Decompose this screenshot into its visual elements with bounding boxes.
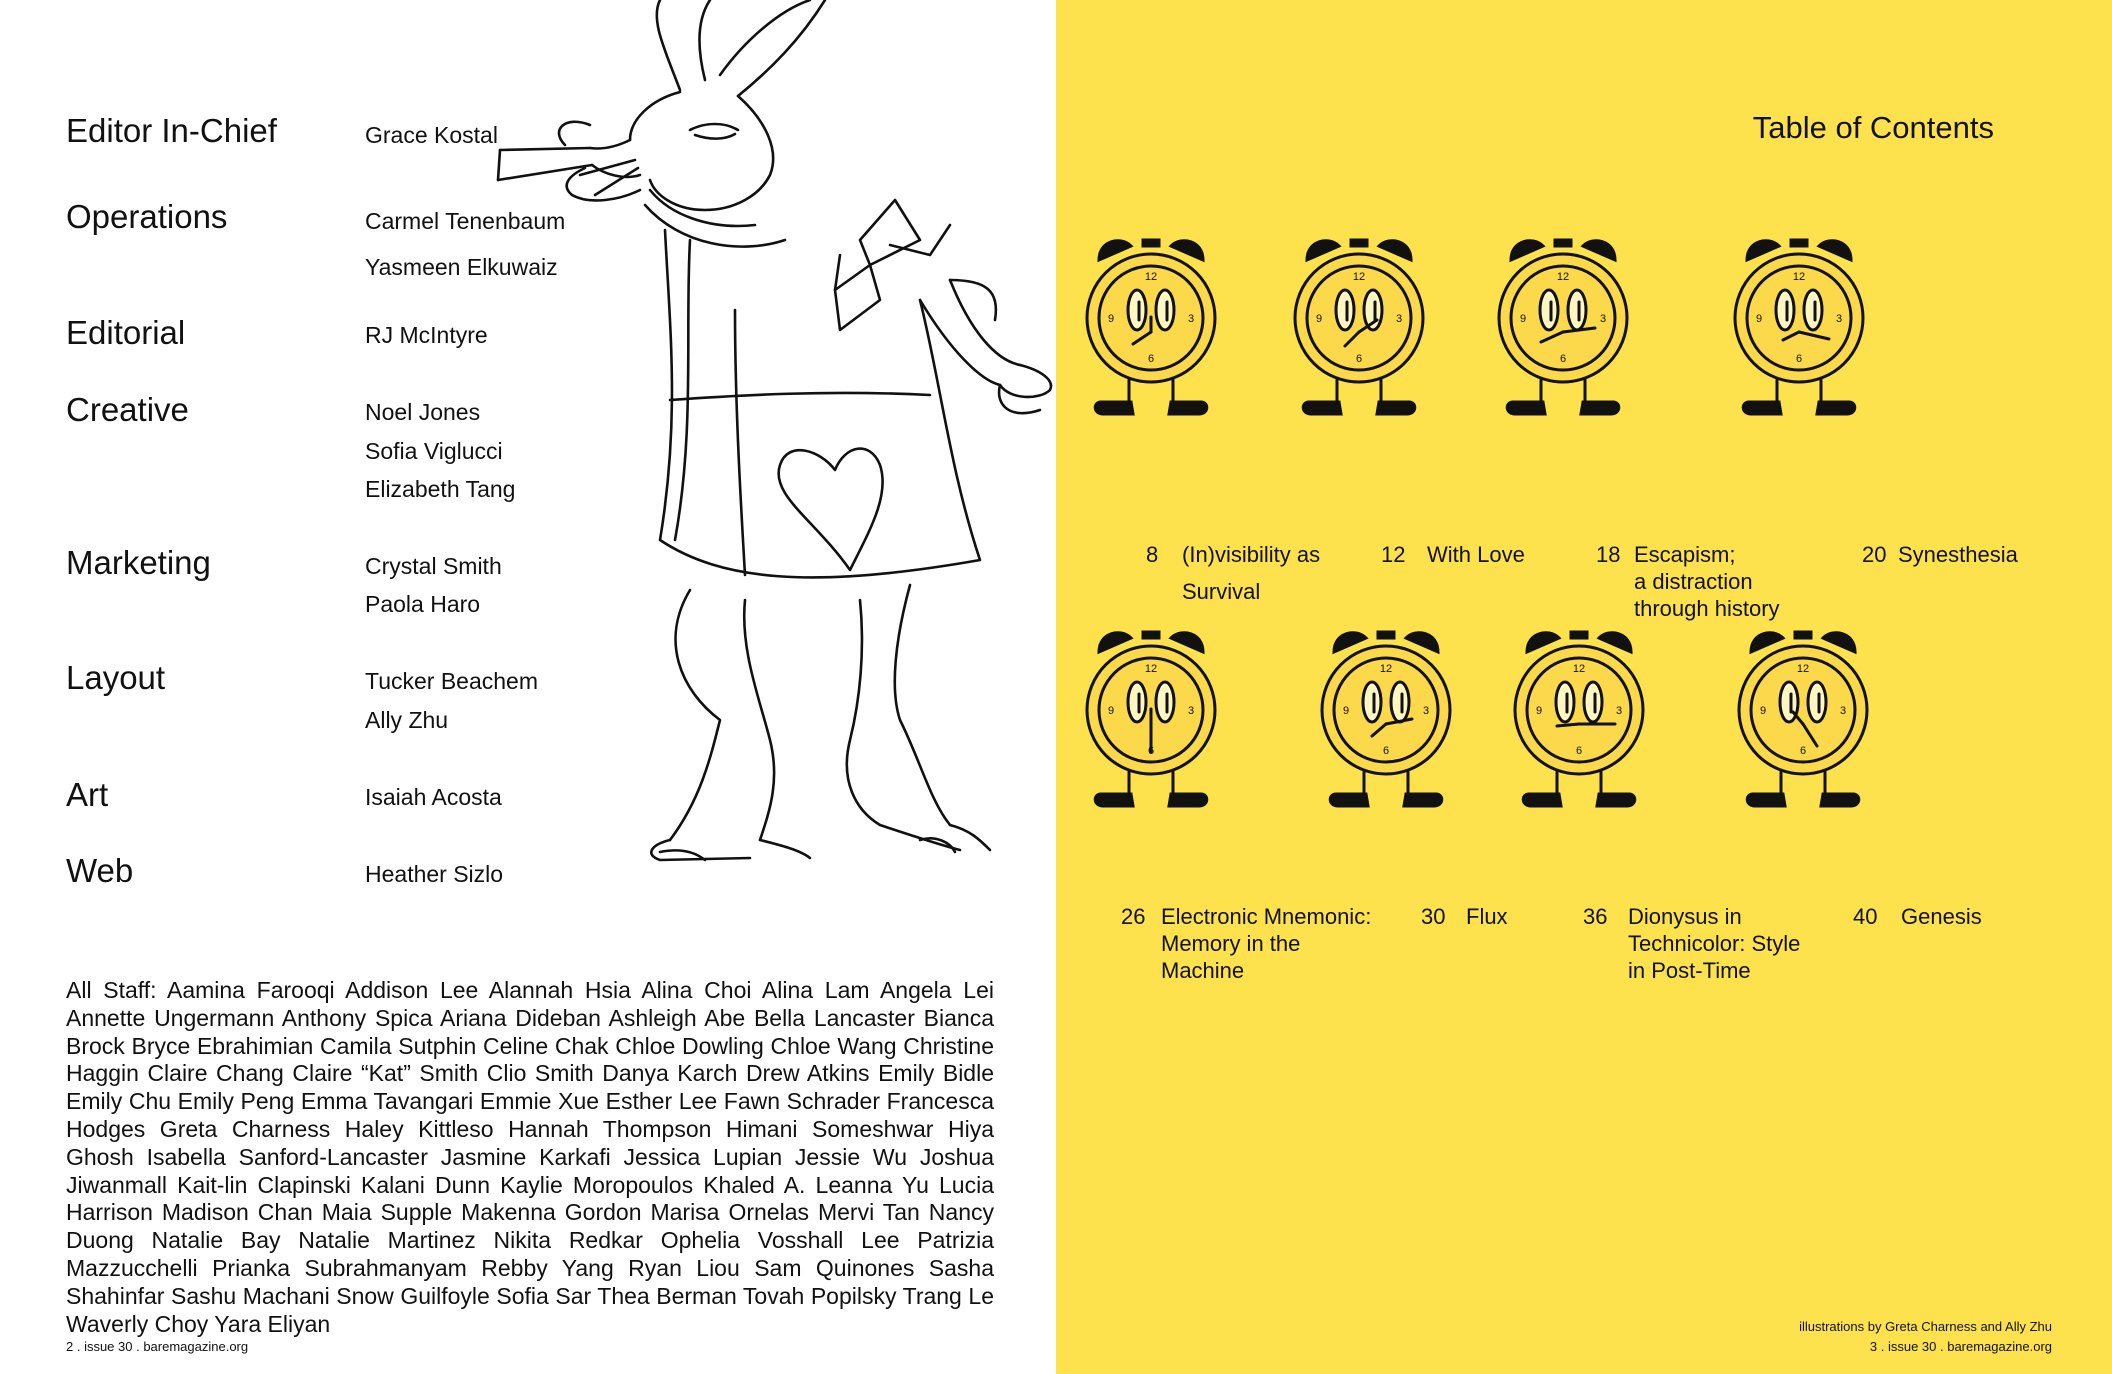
name-editor-in-chief: Grace Kostal: [365, 122, 498, 148]
name-creative-2: Sofia Viglucci: [365, 438, 503, 464]
clock-numeral: 6: [1575, 745, 1583, 757]
toc-page-number: 8: [1146, 542, 1159, 567]
name-operations-1: Carmel Tenenbaum: [365, 208, 566, 234]
name-art: Isaiah Acosta: [365, 784, 502, 810]
illustration-credit: illustrations by Greta Charness and Ally Zhu: [1799, 1319, 2052, 1334]
role-creative: Creative: [66, 391, 189, 428]
name-operations-2: Yasmeen Elkuwaiz: [365, 254, 558, 280]
clock-icon: [1728, 615, 1878, 815]
toc-entry-title: Dionysus in Technicolor: Style in Post-Time: [1628, 904, 1801, 983]
toc-page-number: 12: [1381, 542, 1406, 567]
toc-entry[interactable]: [1146, 541, 1332, 604]
toc-entry[interactable]: [1862, 541, 2038, 568]
toc-page-number: 26: [1121, 904, 1146, 929]
clock-icon: [1504, 615, 1654, 815]
clock-numeral: 9: [1315, 313, 1323, 325]
clock-numeral: 3: [1599, 313, 1607, 325]
toc-entry-title: (In)visibility as Survival: [1182, 542, 1321, 604]
toc-entry-title: Synesthesia: [1898, 542, 2018, 567]
clock-numeral: 3: [1839, 705, 1847, 717]
role-operations: Operations: [66, 198, 228, 235]
role-editor-in-chief: Editor In-Chief: [66, 112, 277, 149]
clock-numeral: 3: [1422, 705, 1430, 717]
clock-icon: [1724, 223, 1874, 423]
role-layout: Layout: [66, 659, 166, 696]
clock-numeral: 3: [1835, 313, 1843, 325]
toc-entry-title: Electronic Mnemonic: Memory in the Machine: [1161, 904, 1372, 983]
name-creative-3: Elizabeth Tang: [365, 476, 516, 502]
clock-numeral: 9: [1535, 705, 1543, 717]
toc-entry-title: Genesis: [1901, 904, 1982, 929]
clock-numeral: 9: [1107, 705, 1115, 717]
clock-numeral: 6: [1147, 745, 1155, 757]
name-layout-2: Ally Zhu: [365, 707, 449, 733]
left-folio: 2 . issue 30 . baremagazine.org: [66, 1339, 249, 1354]
clock-icon: [1076, 223, 1226, 423]
toc-page-number: 40: [1853, 904, 1878, 929]
name-web: Heather Sizlo: [365, 861, 504, 887]
clock-numeral: 6: [1799, 745, 1807, 757]
role-art: Art: [66, 776, 109, 813]
toc-entry-title: Flux: [1466, 904, 1508, 929]
toc-entry[interactable]: [1381, 541, 1547, 568]
right-folio: 3 . issue 30 . baremagazine.org: [1869, 1339, 2052, 1354]
clock-numeral: 9: [1755, 313, 1763, 325]
clock-numeral: 9: [1107, 313, 1115, 325]
toc-entry-title: Escapism; a distraction through history: [1634, 542, 1780, 621]
clock-numeral: 6: [1559, 353, 1567, 365]
role-web: Web: [66, 852, 134, 889]
clock-numeral: 12: [1792, 271, 1806, 283]
name-marketing-2: Paola Haro: [365, 591, 481, 617]
toc-page-number: 18: [1596, 542, 1621, 567]
toc-entry[interactable]: [1596, 541, 1794, 622]
name-marketing-1: Crystal Smith: [365, 553, 502, 579]
clock-numeral: 9: [1519, 313, 1527, 325]
clock-icon: [1076, 615, 1226, 815]
clock-numeral: 12: [1379, 663, 1393, 675]
toc-page-number: 30: [1421, 904, 1446, 929]
toc-page-number: 20: [1862, 542, 1887, 567]
clock-numeral: 3: [1187, 705, 1195, 717]
clock-icon: [1488, 223, 1638, 423]
toc-entry[interactable]: [1421, 903, 1566, 930]
toc-entry[interactable]: [1583, 903, 1828, 984]
clock-numeral: 6: [1795, 353, 1803, 365]
clock-numeral: 3: [1187, 313, 1195, 325]
clock-numeral: 3: [1615, 705, 1623, 717]
clock-numeral: 9: [1759, 705, 1767, 717]
right-page: [1056, 0, 2112, 1374]
clock-numeral: 9: [1342, 705, 1350, 717]
clock-numeral: 12: [1556, 271, 1570, 283]
name-creative-1: Noel Jones: [365, 399, 481, 425]
toc-entry-title: With Love: [1427, 542, 1525, 567]
clock-icon: [1284, 223, 1434, 423]
toc-page-number: 36: [1583, 904, 1608, 929]
toc-title: Table of Contents: [1752, 110, 1994, 145]
clock-numeral: 12: [1144, 271, 1158, 283]
clock-numeral: 12: [1144, 663, 1158, 675]
clock-numeral: 12: [1352, 271, 1366, 283]
clock-icon: [1311, 615, 1461, 815]
clock-numeral: 6: [1147, 353, 1155, 365]
toc-entry[interactable]: [1121, 903, 1401, 984]
all-staff-list: All Staff: Aamina Farooqi Addison Lee Alannah Hsia Alina Choi Alina Lam Angela Lei Annette Ungermann Anthony Spica Ariana Dideban Ashleigh Abe Bella Lancaster Bianca Brock Bryce Ebrahimian Camila Sutphin Celine Chak Chloe Dowling Chloe Wang Christine Haggin Claire Chang Claire “Kat” Smith Clio Smith Danya Karch Drew Atkins Emily Bidle Emily Chu Emily Peng Emma Tavangari Emmie Xue Esther Lee Fawn Schrader Francesca Hodges Greta Charness Haley Kittleso Hannah Thompson Himani Someshwar Hiya Ghosh Isabella Sanford-Lancaster Jasmine Karkafi Jessica Lupian Jessie Wu Joshua Jiwanmall Kait-lin Clapinski Kalani Dunn Kaylie Moropoulos Khaled A. Leanna Yu Lucia Harrison Madison Chan Maia Supple Makenna Gordon Marisa Ornelas Mervi Tan Nancy Duong Natalie Bay Natalie Martinez Nikita Redkar Ophelia Vosshall Lee Patrizia Mazzucchelli Prianka Subrahmanyam Rebby Yang Ryan Liou Sam Quinones Sasha Shahinfar Sashu Machani Snow Guilfoyle Sofia Sar Thea Berman Tovah Popilsky Trang Le Waverly Choy Yara Eliyan: [66, 977, 994, 1337]
toc-entry[interactable]: [1853, 903, 2041, 930]
role-marketing: Marketing: [66, 544, 211, 581]
clock-numeral: 3: [1395, 313, 1403, 325]
role-editorial: Editorial: [66, 314, 186, 351]
clock-numeral: 6: [1355, 353, 1363, 365]
rabbit-illustration: [480, 0, 1056, 880]
clock-numeral: 12: [1796, 663, 1810, 675]
clock-numeral: 6: [1382, 745, 1390, 757]
name-editorial: RJ McIntyre: [365, 322, 488, 348]
name-layout-1: Tucker Beachem: [365, 668, 538, 694]
clock-numeral: 12: [1572, 663, 1586, 675]
